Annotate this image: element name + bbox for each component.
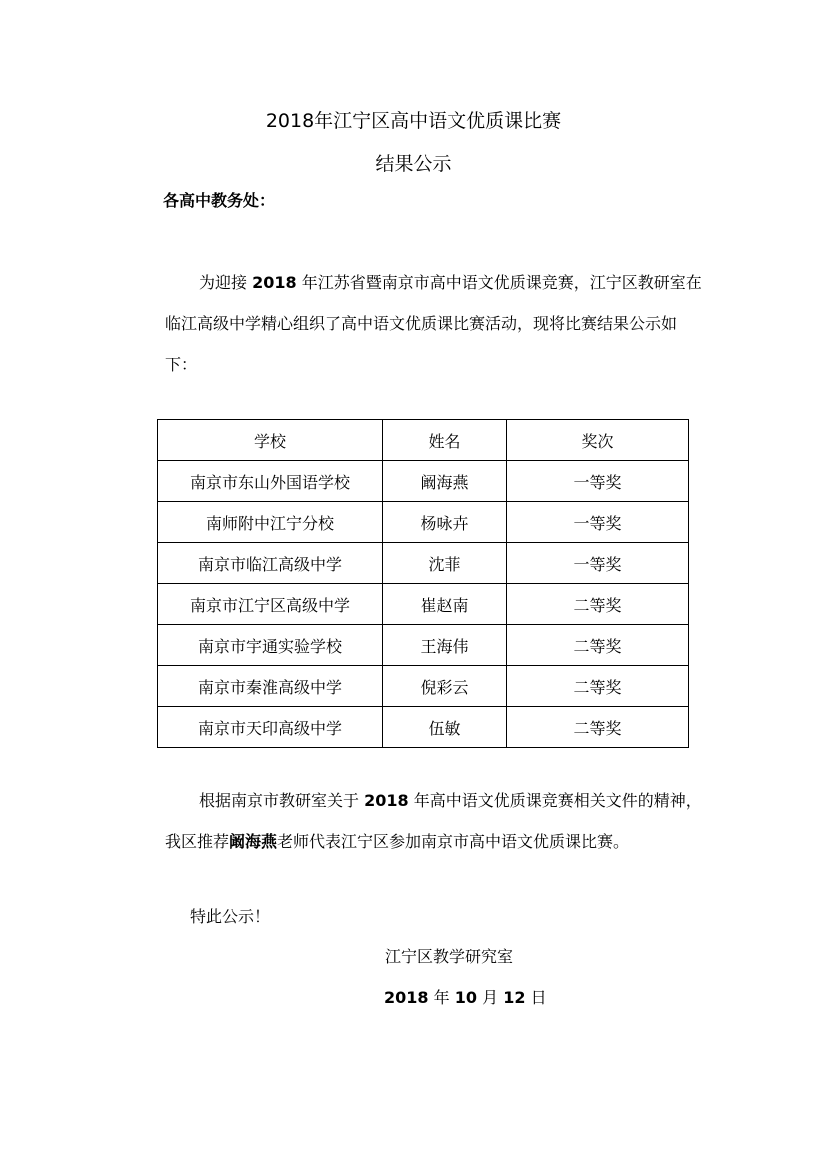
decision-text-1: 根据南京市教研室关于	[199, 791, 360, 810]
table-header-row	[158, 420, 689, 461]
cell-school: 南京市天印高级中学	[158, 707, 383, 748]
recommended-teacher: 阚海燕	[229, 832, 278, 851]
table-row	[158, 461, 689, 502]
intro-paragraph	[165, 262, 705, 385]
header-name: 姓名	[383, 420, 507, 461]
issuer-name: 江宁区教学研究室	[385, 947, 514, 966]
cell-award: 二等奖	[507, 584, 689, 625]
issue-date	[384, 984, 547, 1012]
cell-school: 南京市临江高级中学	[158, 543, 383, 584]
table-row	[158, 707, 689, 748]
header-school: 学校	[158, 420, 383, 461]
cell-name: 王海伟	[383, 625, 507, 666]
cell-name: 伍敏	[383, 707, 507, 748]
date-year: 2018	[384, 988, 429, 1007]
table-row	[158, 666, 689, 707]
cell-school: 南京市东山外国语学校	[158, 461, 383, 502]
date-day: 12	[503, 988, 526, 1007]
intro-text-1: 为迎接	[199, 273, 248, 292]
intro-text-2: 年江苏省暨南京市高中语文优质课竞赛，江宁区教研室在临江高级中学精心组织了高中语文优质课比赛活动，现将比赛结果公示如下：	[165, 273, 702, 374]
results-table	[157, 419, 689, 748]
decision-text-3: 老师代表江宁区参加南京市高中语文优质课比赛。	[277, 832, 630, 851]
salutation: 各高中教务处：	[163, 191, 276, 210]
date-month: 10	[454, 988, 477, 1007]
intro-year: 2018	[252, 273, 297, 292]
cell-name: 崔赵南	[383, 584, 507, 625]
date-month-unit: 月	[482, 988, 499, 1007]
cell-award: 二等奖	[507, 666, 689, 707]
document-title: 2018年江宁区高中语文优质课比赛	[265, 110, 562, 132]
cell-award: 二等奖	[507, 625, 689, 666]
cell-name: 倪彩云	[383, 666, 507, 707]
table-row	[158, 584, 689, 625]
cell-award: 一等奖	[507, 543, 689, 584]
cell-school: 南京市秦淮高级中学	[158, 666, 383, 707]
cell-name: 阚海燕	[383, 461, 507, 502]
date-day-unit: 日	[530, 988, 547, 1007]
cell-name: 沈菲	[383, 543, 507, 584]
closing-remark: 特此公示！	[190, 907, 271, 926]
cell-award: 一等奖	[507, 502, 689, 543]
table-row	[158, 543, 689, 584]
cell-name: 杨咏卉	[383, 502, 507, 543]
table-row	[158, 502, 689, 543]
cell-school: 南京市江宁区高级中学	[158, 584, 383, 625]
cell-award: 二等奖	[507, 707, 689, 748]
cell-award: 一等奖	[507, 461, 689, 502]
header-award: 奖次	[507, 420, 689, 461]
document-subtitle: 结果公示	[375, 153, 452, 175]
decision-year: 2018	[364, 791, 409, 810]
decision-paragraph	[165, 780, 705, 862]
table-row	[158, 625, 689, 666]
date-year-unit: 年	[433, 988, 450, 1007]
cell-school: 南师附中江宁分校	[158, 502, 383, 543]
decision-text-2: 年高中语文优质课竞赛相关文件的精神，我区推荐	[165, 791, 702, 851]
cell-school: 南京市宇通实验学校	[158, 625, 383, 666]
